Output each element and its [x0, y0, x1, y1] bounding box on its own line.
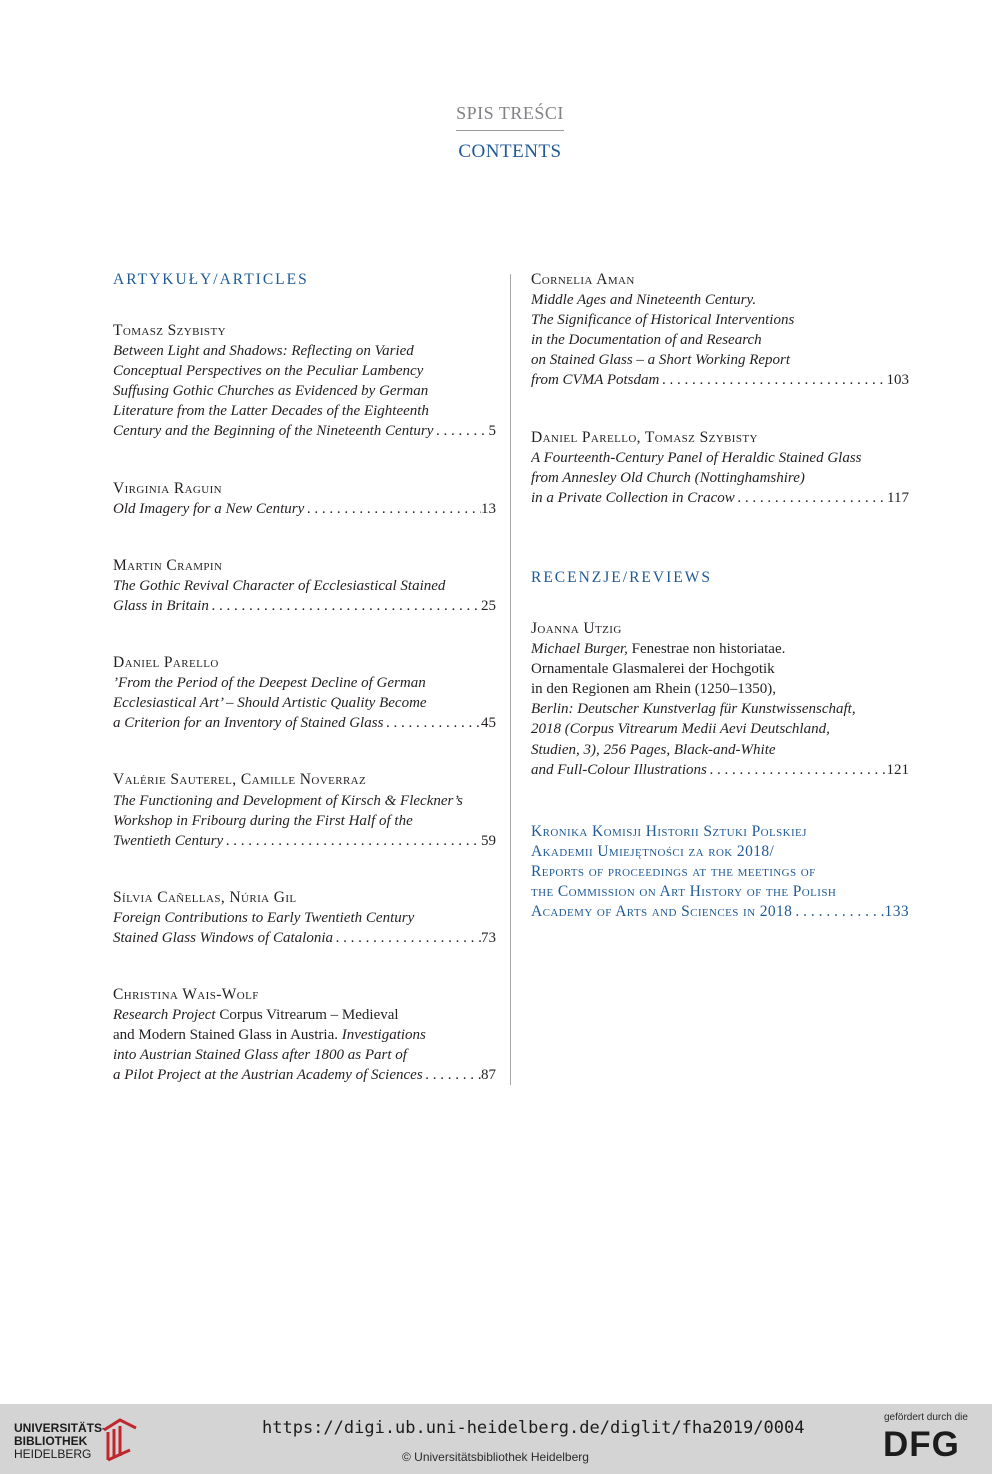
entry-title-line: A Fourteenth-Century Panel of Heraldic Stained Glass: [531, 449, 862, 466]
chronicle-line: Reports of proceedings at the meetings of: [531, 862, 816, 880]
entry-last-line: [113, 713, 496, 733]
page-number: 59: [481, 832, 496, 849]
page-number: 13: [481, 500, 496, 517]
toc-entry-aman[interactable]: [531, 270, 909, 391]
page-url-link[interactable]: https://digi.ub.uni-heidelberg.de/diglit/fha2019/0004: [262, 1418, 805, 1438]
entry-author: Joanna Utzig: [531, 619, 622, 637]
entry-last-line: [531, 760, 909, 780]
entry-title-line: on Stained Glass – a Short Working Report: [531, 352, 791, 369]
toc-entry-raguin[interactable]: [113, 479, 496, 519]
entry-author: Daniel Parello, Tomasz Szybisty: [531, 428, 758, 446]
right-column: [531, 270, 909, 922]
entry-title-line: Studien, 3), 256 Pages, Black-and-White: [531, 741, 776, 758]
toc-entry-wais-wolf[interactable]: [113, 985, 496, 1085]
entry-author: Sílvia Cañellas, Núria Gil: [113, 888, 297, 906]
entry-last-line: [113, 1065, 496, 1085]
funded-by-label: gefördert durch die: [884, 1412, 968, 1423]
dfg-logo[interactable]: DFG: [883, 1425, 960, 1464]
entry-title-line: Ecclesiastical Art’ – Should Artistic Quality Become: [113, 695, 427, 712]
entry-title-roman: Fenestrae non historiatae.: [627, 641, 786, 658]
entry-author: Cornelia Aman: [531, 271, 635, 288]
page-number: 87: [481, 1067, 496, 1084]
toc-entry-chronicle[interactable]: [531, 822, 909, 922]
entry-author: Daniel Parello: [113, 654, 219, 672]
entry-title-line: a Criterion for an Inventory of Stained Glass: [113, 715, 384, 732]
chronicle-line: Akademii Umiejętności za rok 2018/: [531, 842, 775, 860]
entry-title-line: Twentieth Century: [113, 832, 224, 849]
page-number: 25: [481, 597, 496, 614]
library-name-line: BIBLIOTHEK: [14, 1434, 88, 1448]
page-number: 121: [886, 761, 909, 778]
entry-title-roman: Corpus Vitrearum – Medieval: [215, 1007, 399, 1024]
toc-entry-crampin[interactable]: [113, 556, 496, 616]
entry-author: Christina Wais-Wolf: [113, 986, 259, 1004]
dot-leader: [304, 499, 481, 519]
page-number: 45: [481, 715, 496, 732]
entry-author: Virginia Raguin: [113, 479, 223, 497]
dot-leader: [792, 902, 884, 922]
entry-title-line: Berlin: Deutscher Kunstverlag für Kunstwissenschaft,: [531, 701, 856, 718]
entry-title-line: [113, 1025, 496, 1045]
copyright-notice: © Universitätsbibliothek Heidelberg: [402, 1450, 589, 1464]
entry-author: Valérie Sauterel, Camille Noverraz: [113, 771, 367, 789]
title-english: CONTENTS: [458, 141, 562, 162]
page-number: 73: [481, 929, 496, 946]
toc-entry-utzig[interactable]: [531, 619, 909, 780]
entry-title-line: from CVMA Potsdam: [531, 372, 660, 389]
dot-leader: [223, 831, 481, 851]
page-number: 133: [884, 903, 909, 921]
ub-heidelberg-logo[interactable]: [14, 1416, 144, 1466]
entry-title-italic: Research Project: [113, 1007, 216, 1024]
digitization-footer: [0, 1404, 992, 1474]
entry-title-roman: and Modern Stained Glass in Austria.: [113, 1027, 338, 1044]
dot-leader: [333, 928, 481, 948]
library-name-line: HEIDELBERG: [14, 1447, 92, 1461]
page-number: 5: [488, 423, 496, 440]
dot-leader: [209, 596, 481, 616]
dot-leader: [707, 760, 887, 780]
entry-title-line: The Gothic Revival Character of Ecclesiastical Stained: [113, 577, 446, 594]
entry-last-line: [113, 421, 496, 441]
articles-heading: ARTYKUŁY/ARTICLES: [113, 271, 309, 288]
entry-title-line: into Austrian Stained Glass after 1800 as Part of: [113, 1047, 407, 1064]
entry-title-line: in a Private Collection in Cracow: [531, 489, 735, 506]
entry-title-line: Workshop in Fribourg during the First Half of the: [113, 812, 413, 829]
toc-entry-parello[interactable]: [113, 653, 496, 733]
entry-title-line: The Functioning and Development of Kirsch & Fleckner’s: [113, 792, 463, 809]
entry-title-line: in the Documentation of and Research: [531, 332, 762, 349]
entry-author: Martin Crampin: [113, 556, 223, 574]
dot-leader: [433, 421, 488, 441]
entry-last-line: [531, 902, 909, 922]
entry-title-line: Glass in Britain: [113, 597, 209, 614]
page-number: 103: [886, 372, 909, 389]
dot-leader: [659, 370, 886, 390]
toc-entry-parello-szybisty[interactable]: [531, 428, 909, 508]
toc-entry-canellas-gil[interactable]: [113, 888, 496, 948]
entry-title-line: Literature from the Latter Decades of the Eighteenth: [113, 403, 429, 420]
reviews-heading: RECENZJE/REVIEWS: [531, 568, 712, 586]
entry-title-line: Stained Glass Windows of Catalonia: [113, 929, 334, 946]
left-column: [113, 270, 496, 1086]
entry-last-line: [531, 370, 909, 390]
entry-title-line: [531, 639, 909, 659]
toc-entry-sauterel-noverraz[interactable]: [113, 770, 496, 850]
entry-last-line: [113, 499, 496, 519]
entry-title-italic: Investigations: [337, 1027, 426, 1044]
entry-title-line: a Pilot Project at the Austrian Academy of Sciences: [113, 1067, 423, 1084]
entry-title-line: Middle Ages and Nineteenth Century.: [531, 292, 757, 309]
chronicle-line: Kronika Komisji Historii Sztuki Polskiej: [531, 822, 807, 840]
entry-author: Tomasz Szybisty: [113, 322, 226, 339]
entry-title-line: Foreign Contributions to Early Twentieth Century: [113, 909, 415, 926]
entry-title-line: Ornamentale Glasmalerei der Hochgotik: [531, 661, 775, 678]
entry-title-line: from Annesley Old Church (Nottinghamshire): [531, 469, 805, 486]
entry-title-line: in den Regionen am Rhein (1250–1350),: [531, 681, 776, 698]
entry-last-line: [531, 488, 909, 508]
entry-title-line: Old Imagery for a New Century: [113, 500, 305, 517]
chronicle-line: Academy of Arts and Sciences in 2018: [531, 903, 793, 921]
column-divider: [510, 274, 511, 1085]
chronicle-line: the Commission on Art History of the Polish: [531, 882, 837, 900]
entry-title-line: The Significance of Historical Interventions: [531, 312, 795, 329]
entry-title-line: Century and the Beginning of the Nineteenth Century: [113, 423, 434, 440]
entry-last-line: [113, 831, 496, 851]
entry-title-line: ’From the Period of the Deepest Decline of German: [113, 675, 426, 692]
entry-last-line: [113, 596, 496, 616]
dot-leader: [383, 713, 481, 733]
dot-leader: [423, 1065, 481, 1085]
entry-title-italic: Michael Burger,: [531, 641, 628, 658]
toc-entry-szybisty[interactable]: [113, 321, 496, 442]
title-polish: SPIS TREŚCI: [456, 103, 564, 123]
entry-title-line: and Full-Colour Illustrations: [531, 761, 707, 778]
page-number: 117: [887, 489, 909, 506]
entry-last-line: [113, 928, 496, 948]
entry-title-line: Suffusing Gothic Churches as Evidenced by German: [113, 383, 429, 400]
entry-title-line: [113, 1005, 496, 1025]
entry-title-line: 2018 (Corpus Vitrearum Medii Aevi Deutschland,: [531, 721, 830, 738]
library-book-icon: [100, 1416, 140, 1464]
library-name-line: UNIVERSITÄTS-: [14, 1421, 107, 1435]
dot-leader: [735, 488, 887, 508]
entry-title-line: Between Light and Shadows: Reflecting on Varied: [113, 343, 414, 360]
title-divider-rule: [456, 130, 564, 131]
entry-title-line: Conceptual Perspectives on the Peculiar Lambency: [113, 363, 424, 380]
